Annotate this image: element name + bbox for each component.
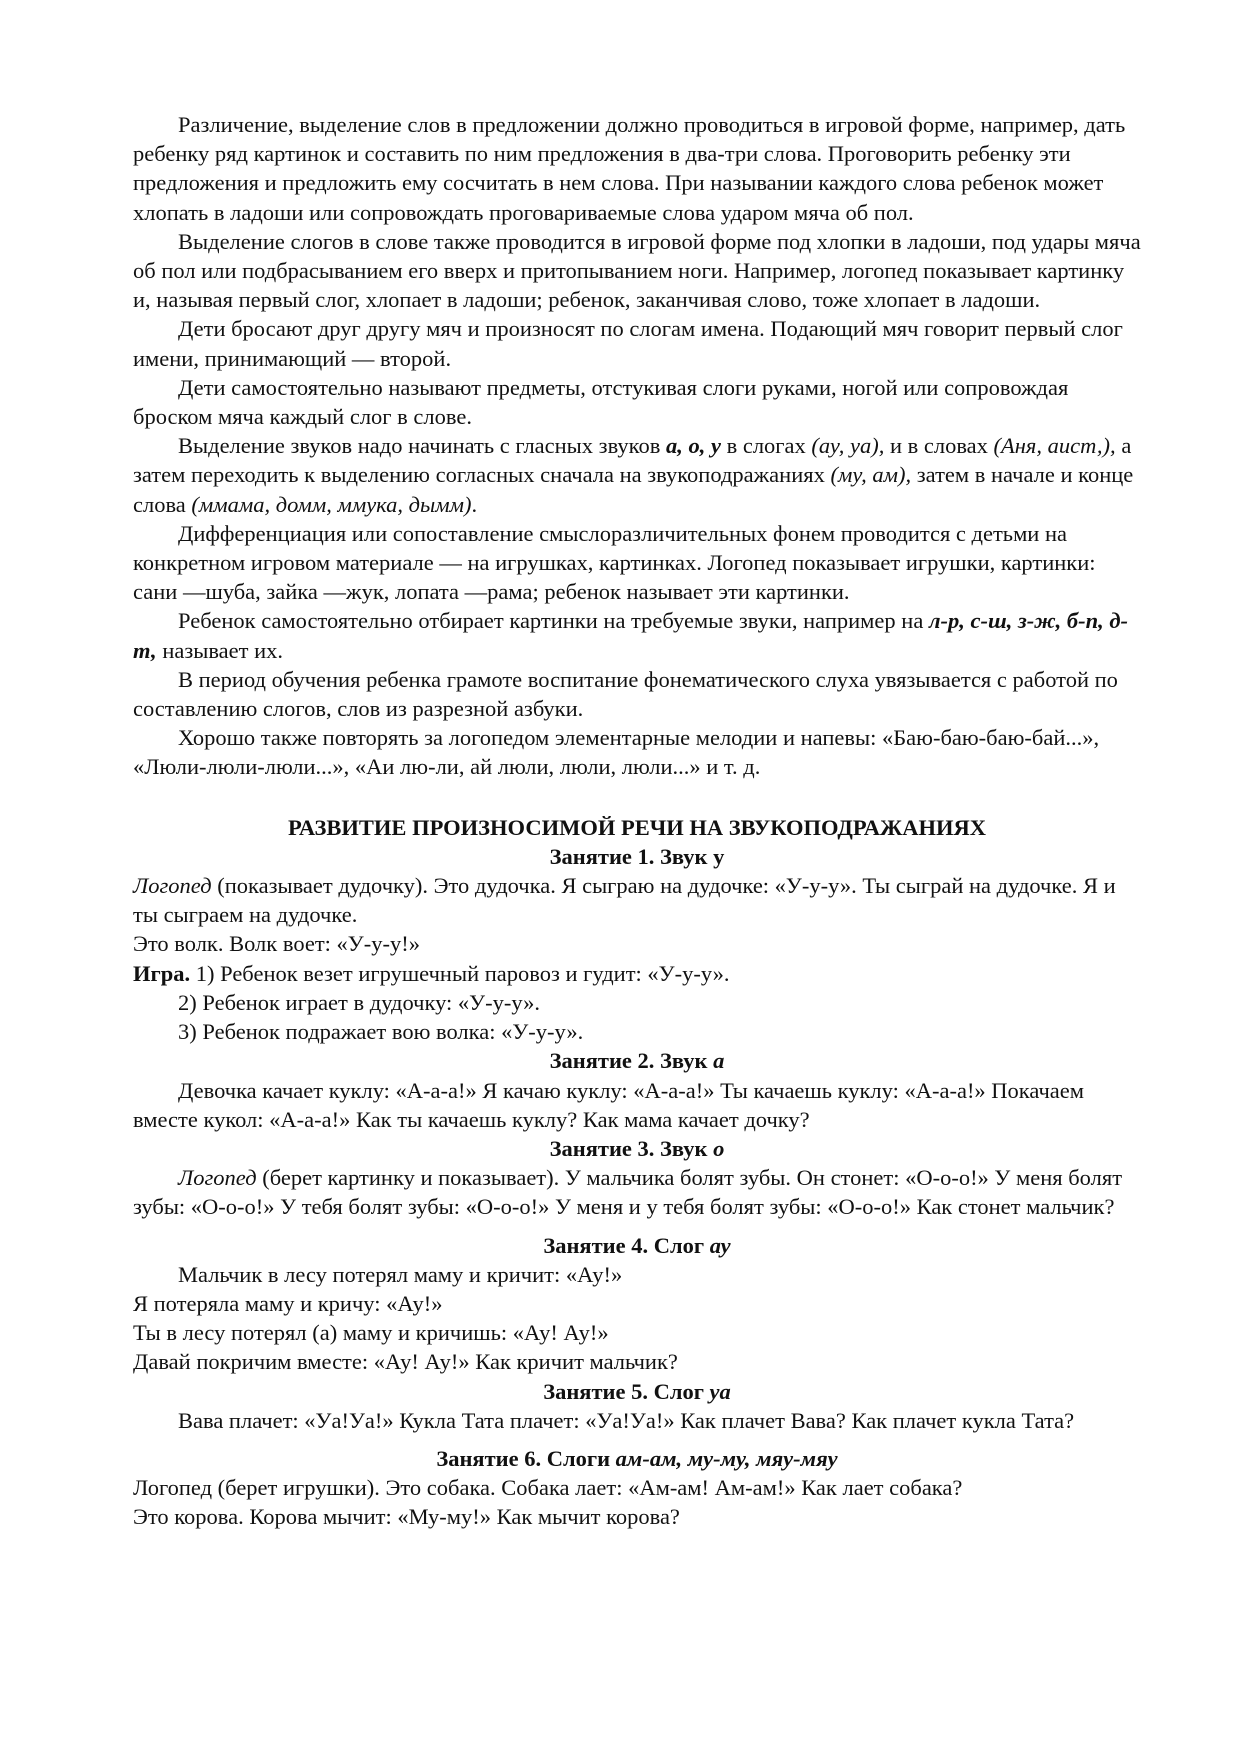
lesson-3-title: Занятие 3. Звук о	[549, 1135, 725, 1161]
lesson-4-line-4: Давай покричим вместе: «Ау! Ау!» Как кричит мальчик?	[133, 1349, 678, 1375]
paragraph-picture-selection: Ребенок самостоятельно отбирает картинки на требуемые звуки, например на л-р, с-ш, з-ж, б-п, д-т, называет их.	[133, 608, 1129, 663]
lesson-2-text: Девочка качает куклу: «А-а-а!» Я качаю куклу: «А-а-а!» Ты качаешь куклу: «А-а-а!» Покачаем вместе кукол: «А-а-а!» Как ты качаешь куклу? Как мама качает дочку?	[133, 1077, 1085, 1132]
lesson-4-line-1: Мальчик в лесу потерял маму и кричит: «Ау!»	[178, 1261, 623, 1287]
lesson-3-text: Логопед (берет картинку и показывает). У мальчика болят зубы. Он стонет: «О-о-о!» У меня болят зубы: «О-о-о!» У тебя болят зубы: «О-о-о!» У меня и у тебя болят зубы: «О-о-о!» Как стонет мальчик?	[133, 1165, 1123, 1220]
lesson-6-line-2: Это корова. Корова мычит: «Му-му!» Как мычит корова?	[133, 1504, 680, 1530]
paragraph-phoneme-differentiation: Дифференциация или сопоставление смыслоразличительных фонем проводится с детьми на конкретном игровом материале — на игрушках, картинках. Логопед показывает игрушки, картинки: сани —шуба, зайка —жук, лопата —рама; ребенок называет эти картинки.	[133, 520, 1096, 605]
lesson-2-title: Занятие 2. Звук а	[549, 1048, 725, 1074]
lesson-1-game-2: 2) Ребенок играет в дудочку: «У-у-у».	[178, 989, 541, 1015]
lesson-5-title: Занятие 5. Слог уа	[543, 1378, 731, 1404]
paragraph-melodies: Хорошо также повторять за логопедом элементарные мелодии и напевы: «Баю-баю-баю-бай...», «Люли-люли-люли...», «Аи лю-ли, ай люли, люли, люли...» и т. д.	[133, 725, 1100, 780]
lesson-6-line-1: Логопед (берет игрушки). Это собака. Собака лает: «Ам-ам! Ам-ам!» Как лает собака?	[133, 1475, 963, 1501]
lesson-1-game-3: 3) Ребенок подражает вою волка: «У-у-у».	[178, 1019, 584, 1045]
paragraph-words-in-sentence: Различение, выделение слов в предложении должно проводиться в игровой форме, например, дать ребенку ряд картинок и составить по ним предложения в два-три слова. Проговорить ребенку эти предложения и предложить ему сосчитать в нем слова. При назывании каждого слова ребенок может хлопать в ладоши или сопровождать проговариваемые слова ударом мяча об пол.	[133, 112, 1126, 225]
paragraph-sound-isolation: Выделение звуков надо начинать с гласных звуков а, о, у в слогах (ау, уа), и в словах (Аня, аист,), а затем переходить к выделению согласных сначала на звукоподражаниях (му, ам), затем в начале и конце слова (ммама, домм, ммука, дымм).	[133, 433, 1134, 517]
lesson-1-game-1: Игра. 1) Ребенок везет игрушечный паровоз и гудит: «У-у-у».	[133, 960, 730, 986]
paragraph-syllables: Выделение слогов в слове также проводится в игровой форме под хлопки в ладоши, под удары мяча об пол или подбрасыванием его вверх и притопыванием ноги. Например, логопед показывает картинку и, называя первый слог, хлопает в ладоши; ребенок, заканчивая слово, тоже хлопает в ладоши.	[133, 228, 1141, 313]
paragraph-ball-names: Дети бросают друг другу мяч и произносят по слогам имена. Подающий мяч говорит первый слог имени, принимающий — второй.	[133, 316, 1123, 371]
section-title: РАЗВИТИЕ ПРОИЗНОСИМОЙ РЕЧИ НА ЗВУКОПОДРАЖАНИЯХ	[287, 814, 987, 840]
lesson-4-line-2: Я потеряла маму и кричу: «Ау!»	[133, 1290, 443, 1316]
lesson-6-title: Занятие 6. Слоги ам-ам, му-му, мяу-мяу	[436, 1445, 838, 1471]
lesson-4-title: Занятие 4. Слог ау	[543, 1232, 731, 1258]
lesson-1-title: Занятие 1. Звук у	[549, 843, 725, 869]
paragraph-literacy: В период обучения ребенка грамоте воспитание фонематического слуха увязывается с работой по составлению слогов, слов из разрезной азбуки.	[133, 666, 1118, 722]
lesson-4-line-3: Ты в лесу потерял (а) маму и кричишь: «Ау! Ау!»	[133, 1320, 609, 1346]
lesson-1-wolf-line: Это волк. Волк воет: «У-у-у!»	[133, 931, 420, 957]
lesson-5-text: Вава плачет: «Уа!Уа!» Кукла Тата плачет: «Уа!Уа!» Как плачет Вава? Как плачет кукла Тата?	[178, 1407, 1075, 1433]
paragraph-tapping-syllables: Дети самостоятельно называют предметы, отстукивая слоги руками, ногой или сопровождая броском мяча каждый слог в слове.	[133, 374, 1069, 430]
lesson-1-text: Логопед (показывает дудочку). Это дудочка. Я сыграю на дудочке: «У-у-у». Ты сыграй на дудочке. Я и ты сыграем на дудочке.	[133, 873, 1116, 928]
